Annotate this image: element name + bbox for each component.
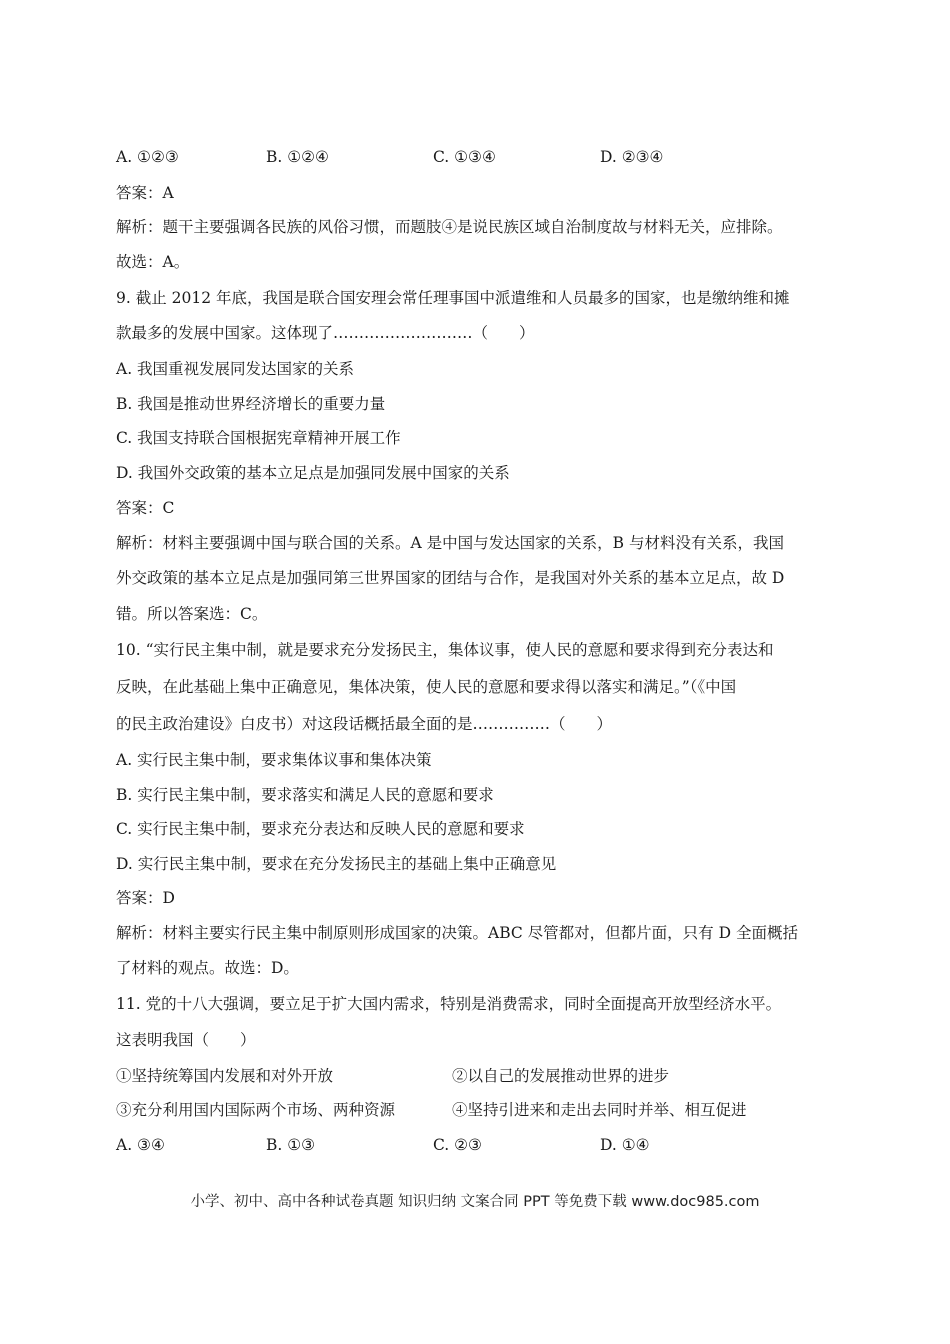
- q11-option-b: B. ①③: [266, 1136, 316, 1154]
- q9-stem-line1: 9. 截止 2012 年底，我国是联合国安理会常任理事国中派遣维和人员最多的国家，也是缴纳维和摊: [116, 289, 790, 307]
- q9-stem-line2: 款最多的发展中国家。这体现了………………………（ ）: [116, 324, 535, 342]
- q10-analysis-line2: 了材料的观点。故选：D。: [116, 959, 299, 977]
- q9-analysis-line3: 错。所以答案选：C。: [116, 605, 268, 623]
- q8-analysis: 解析：题干主要强调各民族的风俗习惯，而题肢④是说民族区域自治制度故与材料无关，应排除。: [116, 218, 783, 236]
- q8-conclusion: 故选：A。: [116, 253, 190, 271]
- q8-option-b: B. ①②④: [266, 148, 329, 166]
- q11-option-d: D. ①④: [600, 1136, 650, 1154]
- q9-answer: 答案：C: [116, 499, 175, 517]
- q9-analysis-line2: 外交政策的基本立足点是加强同第三世界国家的团结与合作，是我国对外关系的基本立足点，故 D: [116, 569, 785, 587]
- q10-option-b: B. 实行民主集中制，要求落实和满足人民的意愿和要求: [116, 786, 494, 804]
- q11-item-3: ③充分利用国内国际两个市场、两种资源: [116, 1101, 396, 1119]
- q8-option-a: A. ①②③: [116, 148, 179, 166]
- q9-analysis-line1: 解析：材料主要强调中国与联合国的关系。A 是中国与发达国家的关系，B 与材料没有关系，我国: [116, 534, 784, 552]
- q9-option-a: A. 我国重视发展同发达国家的关系: [116, 360, 355, 378]
- q11-stem-line2: 这表明我国（ ）: [116, 1031, 256, 1049]
- q11-item-1: ①坚持统筹国内发展和对外开放: [116, 1067, 334, 1085]
- q9-option-d: D. 我国外交政策的基本立足点是加强同发展中国家的关系: [116, 464, 510, 482]
- q9-option-c: C. 我国支持联合国根据宪章精神开展工作: [116, 429, 401, 447]
- q10-option-d: D. 实行民主集中制，要求在充分发扬民主的基础上集中正确意见: [116, 855, 557, 873]
- q8-option-d: D. ②③④: [600, 148, 664, 166]
- q10-stem-line1: 10. “实行民主集中制，就是要求充分发扬民主，集体议事，使人民的意愿和要求得到充分表达和: [116, 641, 774, 659]
- q11-option-c: C. ②③: [433, 1136, 482, 1154]
- q10-analysis-line1: 解析：材料主要实行民主集中制原则形成国家的决策。ABC 尽管都对，但都片面，只有 D 全面概括: [116, 924, 798, 942]
- q10-stem-line3: 的民主政治建设》白皮书）对这段话概括最全面的是……………（ ）: [116, 715, 613, 733]
- page-footer: 小学、初中、高中各种试卷真题 知识归纳 文案合同 PPT 等免费下载 www.doc985.com: [190, 1194, 760, 1210]
- q11-option-a: A. ③④: [116, 1136, 165, 1154]
- q10-stem-line2: 反映，在此基础上集中正确意见，集体决策，使人民的意愿和要求得以落实和满足。”（《中国: [116, 678, 737, 696]
- q9-option-b: B. 我国是推动世界经济增长的重要力量: [116, 395, 386, 413]
- q11-item-2: ②以自己的发展推动世界的进步: [452, 1067, 670, 1085]
- q10-option-c: C. 实行民主集中制，要求充分表达和反映人民的意愿和要求: [116, 820, 525, 838]
- q11-item-4: ④坚持引进来和走出去同时并举、相互促进: [452, 1101, 747, 1119]
- q8-answer: 答案：A: [116, 184, 174, 202]
- q10-answer: 答案：D: [116, 889, 175, 907]
- q10-option-a: A. 实行民主集中制，要求集体议事和集体决策: [116, 751, 432, 769]
- q8-option-c: C. ①③④: [433, 148, 496, 166]
- q11-stem-line1: 11. 党的十八大强调，要立足于扩大国内需求，特别是消费需求，同时全面提高开放型经济水平。: [116, 995, 782, 1013]
